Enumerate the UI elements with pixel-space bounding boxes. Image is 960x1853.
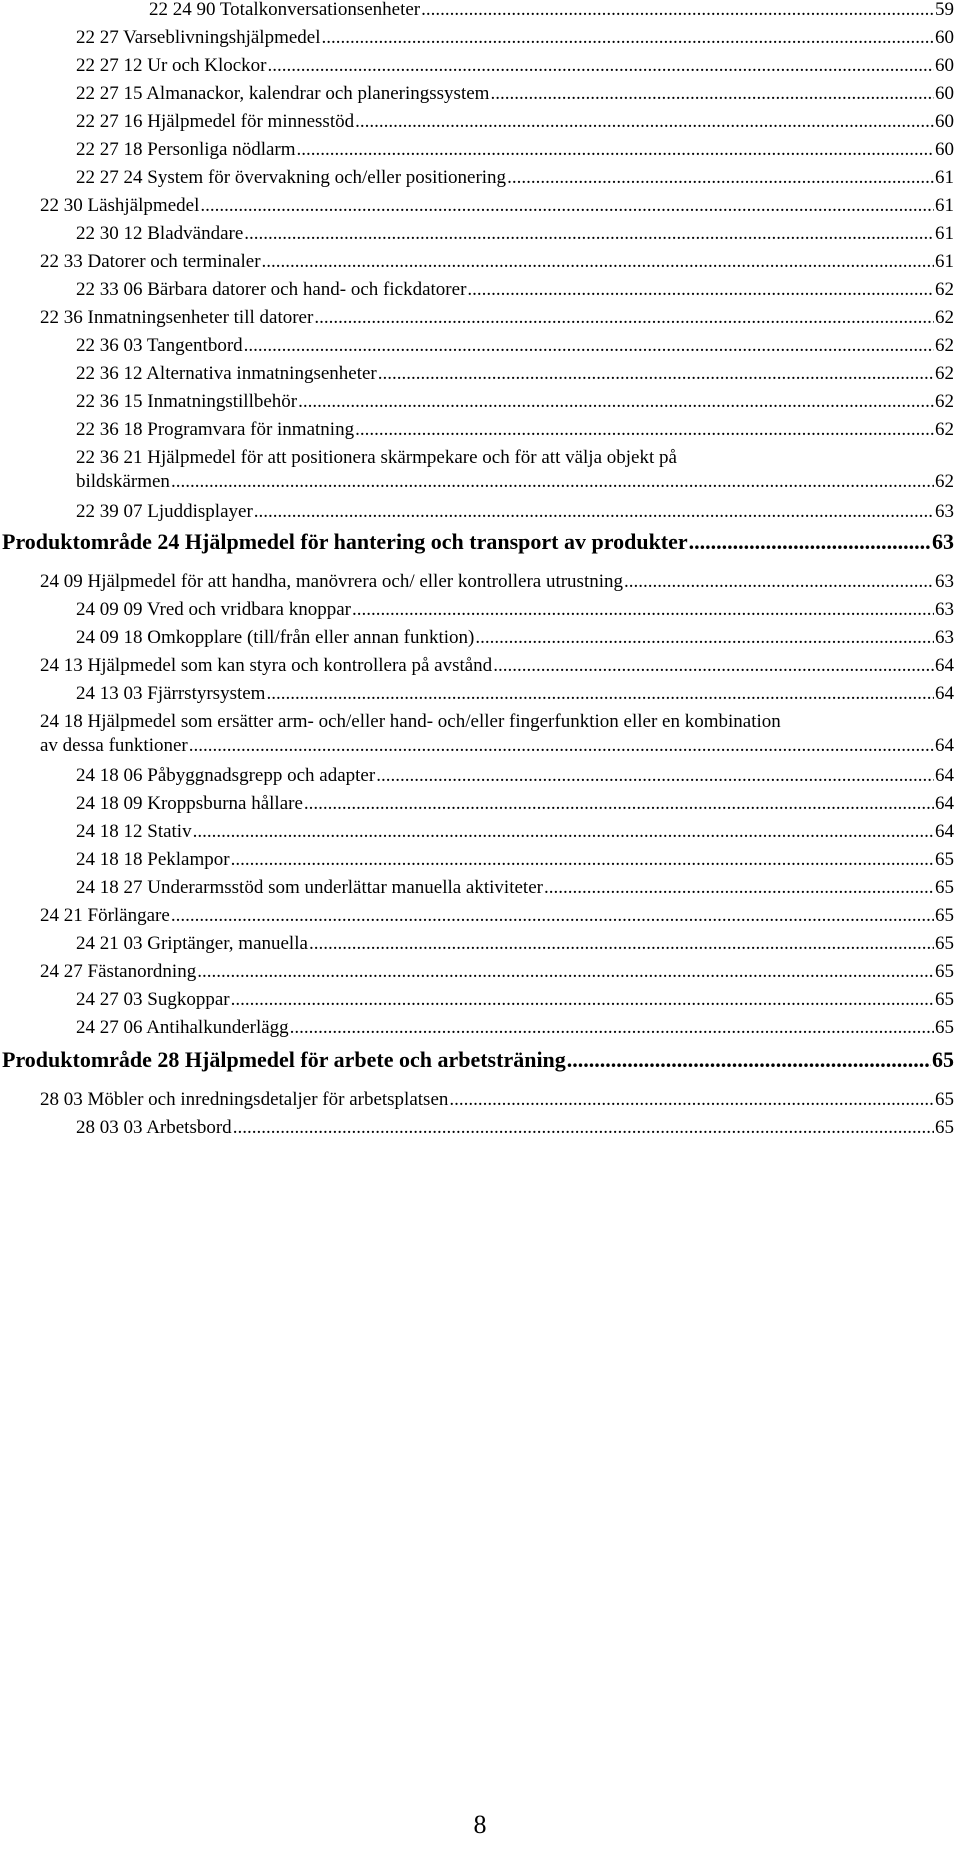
toc-entry-label: 24 18 12 Stativ: [76, 821, 192, 842]
toc-leader-dots: [171, 470, 934, 494]
toc-entry-page: 60: [935, 83, 954, 104]
toc-entry-page: 60: [935, 27, 954, 48]
toc-entry[interactable]: [40, 960, 954, 984]
toc-entry[interactable]: [76, 1116, 954, 1140]
toc-entry-label: 24 18 06 Påbyggnadsgrepp och adapter: [76, 765, 376, 786]
toc-leader-dots: [567, 1046, 931, 1074]
toc-entry-label: 22 27 24 System för övervakning och/eller positionering: [76, 167, 507, 188]
toc-entry[interactable]: [40, 306, 954, 330]
toc-entry-label: 22 30 12 Bladvändare: [76, 223, 244, 244]
toc-entry[interactable]: [76, 876, 954, 900]
toc-leader-dots: [244, 222, 934, 246]
toc-entry[interactable]: [76, 820, 954, 844]
toc-leader-dots: [298, 390, 934, 414]
toc-entry-label: 22 27 18 Personliga nödlarm: [76, 139, 296, 160]
toc-leader-dots: [355, 110, 934, 134]
toc-entry-label: 22 36 15 Inmatningstillbehör: [76, 391, 298, 412]
toc-leader-dots: [355, 418, 934, 442]
toc-entry-page: 65: [935, 933, 954, 954]
toc-entry-label: 24 27 06 Antihalkunderlägg: [76, 1017, 289, 1038]
toc-leader-dots: [309, 932, 934, 956]
toc-entry-label: 22 27 15 Almanackor, kalendrar och planeringssystem: [76, 83, 490, 104]
toc-entry-label-line2: bildskärmen: [76, 471, 170, 492]
toc-entry[interactable]: [149, 0, 954, 22]
toc-entry-label: 22 33 Datorer och terminaler: [40, 251, 261, 272]
toc-leader-dots: [231, 848, 934, 872]
toc-entry[interactable]: [76, 626, 954, 650]
toc-entry[interactable]: [76, 1016, 954, 1040]
toc-heading[interactable]: [2, 528, 954, 556]
toc-leader-dots: [490, 82, 934, 106]
toc-entry[interactable]: [76, 848, 954, 872]
toc-entry-label: 22 30 Läshjälpmedel: [40, 195, 200, 216]
toc-entry-label: 24 27 Fästanordning: [40, 961, 197, 982]
toc-entry-label: 22 36 18 Programvara för inmatning: [76, 419, 355, 440]
toc-entry[interactable]: [40, 570, 954, 594]
toc-entry-page: 62: [935, 471, 954, 492]
toc-entry-label: 22 33 06 Bärbara datorer och hand- och fickdatorer: [76, 279, 467, 300]
toc-entry-page: 64: [935, 683, 954, 704]
toc-heading-page: 65: [932, 1047, 954, 1072]
toc-entry[interactable]: [76, 166, 954, 190]
toc-entry-label: 24 27 03 Sugkoppar: [76, 989, 230, 1010]
toc-entry-page: 63: [935, 571, 954, 592]
toc-entry[interactable]: [76, 334, 954, 358]
toc-leader-dots: [314, 306, 934, 330]
toc-entry[interactable]: [76, 988, 954, 1012]
toc-entry-page: 64: [935, 821, 954, 842]
toc-entry-label: 24 21 Förlängare: [40, 905, 170, 926]
toc-entry-label: 24 18 18 Peklampor: [76, 849, 230, 870]
toc-entry[interactable]: [40, 194, 954, 218]
toc-entry[interactable]: [40, 904, 954, 928]
toc-leader-dots: [322, 26, 934, 50]
toc-entry[interactable]: [76, 26, 954, 50]
toc-leader-dots: [624, 570, 934, 594]
toc-entry-label: 22 36 12 Alternativa inmatningsenheter: [76, 363, 377, 384]
toc-entry-label: 28 03 Möbler och inredningsdetaljer för arbetsplatsen: [40, 1089, 449, 1110]
toc-entry-page: 61: [935, 167, 954, 188]
toc-leader-dots: [507, 166, 934, 190]
toc-entry-page: 61: [935, 223, 954, 244]
toc-entry[interactable]: [76, 362, 954, 386]
toc-entry[interactable]: [40, 710, 954, 758]
toc-heading-page: 63: [932, 529, 954, 554]
toc-leader-dots: [376, 764, 934, 788]
toc-entry-page: 65: [935, 1117, 954, 1138]
toc-entry[interactable]: [76, 598, 954, 622]
toc-entry-page: 63: [935, 599, 954, 620]
toc-entry-label: 22 39 07 Ljuddisplayer: [76, 501, 253, 522]
toc-entry-page: 64: [935, 793, 954, 814]
toc-entry-page: 62: [935, 363, 954, 384]
toc-entry-label: 24 21 03 Griptänger, manuella: [76, 933, 308, 954]
toc-entry-label: 22 36 03 Tangentbord: [76, 335, 243, 356]
toc-leader-dots: [378, 362, 934, 386]
toc-leader-dots: [467, 278, 934, 302]
toc-leader-dots: [266, 682, 934, 706]
toc-entry-page: 65: [935, 961, 954, 982]
toc-entry-page: 64: [935, 735, 954, 756]
toc-entry[interactable]: [76, 682, 954, 706]
toc-entry-label: 22 27 16 Hjälpmedel för minnesstöd: [76, 111, 355, 132]
toc-entry[interactable]: [76, 390, 954, 414]
toc-leader-dots: [421, 0, 934, 22]
toc-leader-dots: [297, 138, 934, 162]
toc-entry-label: 24 18 09 Kroppsburna hållare: [76, 793, 303, 814]
toc-leader-dots: [449, 1088, 934, 1112]
toc-entry-page: 60: [935, 55, 954, 76]
toc-entry-page: 60: [935, 111, 954, 132]
toc-entry-page: 60: [935, 139, 954, 160]
page-number: 8: [473, 1810, 487, 1839]
toc-entry-page: 59: [935, 0, 954, 20]
toc-entry[interactable]: [40, 1088, 954, 1112]
toc-entry-page: 65: [935, 1017, 954, 1038]
toc-entry[interactable]: [76, 138, 954, 162]
toc-entry[interactable]: [76, 82, 954, 106]
toc-entry[interactable]: [76, 110, 954, 134]
toc-leader-dots: [352, 598, 934, 622]
toc-entry-label: 24 13 Hjälpmedel som kan styra och kontrollera på avstånd: [40, 655, 493, 676]
toc-entry-page: 61: [935, 251, 954, 272]
toc-entry[interactable]: [76, 932, 954, 956]
toc-leader-dots: [171, 904, 934, 928]
toc-entry[interactable]: [76, 500, 954, 524]
toc-entry-label: 28 03 03 Arbetsbord: [76, 1117, 232, 1138]
toc-heading-label: Produktområde 24 Hjälpmedel för hantering och transport av produkter: [2, 529, 688, 554]
toc-leader-dots: [262, 250, 934, 274]
toc-entry-label: 24 18 27 Underarmsstöd som underlättar manuella aktiviteter: [76, 877, 543, 898]
toc-leader-dots: [493, 654, 934, 678]
toc-leader-dots: [197, 960, 934, 984]
toc-entry-page: 63: [935, 501, 954, 522]
toc-entry-page: 64: [935, 655, 954, 676]
toc-entry-page: 65: [935, 877, 954, 898]
toc-entry-page: 65: [935, 905, 954, 926]
toc-leader-dots: [244, 334, 934, 358]
toc-entry-label: 24 09 18 Omkopplare (till/från eller annan funktion): [76, 627, 475, 648]
toc-heading-label: Produktområde 28 Hjälpmedel för arbete och arbetsträning: [2, 1047, 566, 1072]
toc-leader-dots: [200, 194, 934, 218]
toc-leader-dots: [544, 876, 934, 900]
toc-entry[interactable]: [76, 446, 954, 494]
toc-entry-page: 62: [935, 335, 954, 356]
toc-leader-dots: [231, 988, 934, 1012]
toc-entry-label-line1: 24 18 Hjälpmedel som ersätter arm- och/eller hand- och/eller fingerfunktion eller en kombination: [40, 711, 781, 732]
toc-entry[interactable]: [76, 222, 954, 246]
toc-entry-page: 62: [935, 307, 954, 328]
toc-entry[interactable]: [76, 418, 954, 442]
toc-entry-label-line2: av dessa funktioner: [40, 735, 188, 756]
toc-entry-label: 24 09 09 Vred och vridbara knoppar: [76, 599, 351, 620]
toc-entry-page: 61: [935, 195, 954, 216]
toc-leader-dots: [193, 820, 934, 844]
toc-entry[interactable]: [40, 654, 954, 678]
toc-heading[interactable]: [2, 1046, 954, 1074]
toc-entry-label: 22 36 Inmatningsenheter till datorer: [40, 307, 314, 328]
toc-entry-label: 22 27 12 Ur och Klockor: [76, 55, 267, 76]
toc-entry-page: 65: [935, 849, 954, 870]
toc-leader-dots: [290, 1016, 934, 1040]
toc-entry-page: 62: [935, 419, 954, 440]
toc-entry[interactable]: [40, 250, 954, 274]
toc-entry[interactable]: [76, 792, 954, 816]
toc-leader-dots: [689, 528, 931, 556]
toc-entry-page: 65: [935, 989, 954, 1010]
toc-leader-dots: [254, 500, 934, 524]
toc-entry-page: 65: [935, 1089, 954, 1110]
toc-entry-page: 62: [935, 279, 954, 300]
toc-leader-dots: [475, 626, 934, 650]
toc-leader-dots: [189, 734, 934, 758]
toc-leader-dots: [233, 1116, 934, 1140]
toc-entry[interactable]: [76, 764, 954, 788]
toc-leader-dots: [304, 792, 934, 816]
toc-entry[interactable]: [76, 278, 954, 302]
toc-leader-dots: [268, 54, 935, 78]
toc-entry-label-line1: 22 36 21 Hjälpmedel för att positionera skärmpekare och för att välja objekt på: [76, 447, 677, 468]
toc-entry[interactable]: [76, 54, 954, 78]
toc-entry-page: 62: [935, 391, 954, 412]
toc-entry-label: 22 24 90 Totalkonversationsenheter: [149, 0, 421, 20]
toc-entry-label: 24 13 03 Fjärrstyrsystem: [76, 683, 266, 704]
toc-entry-label: 24 09 Hjälpmedel för att handha, manövrera och/ eller kontrollera utrustning: [40, 571, 624, 592]
toc-entry-label: 22 27 Varseblivningshjälpmedel: [76, 27, 321, 48]
toc-entry-page: 63: [935, 627, 954, 648]
toc-entry-page: 64: [935, 765, 954, 786]
